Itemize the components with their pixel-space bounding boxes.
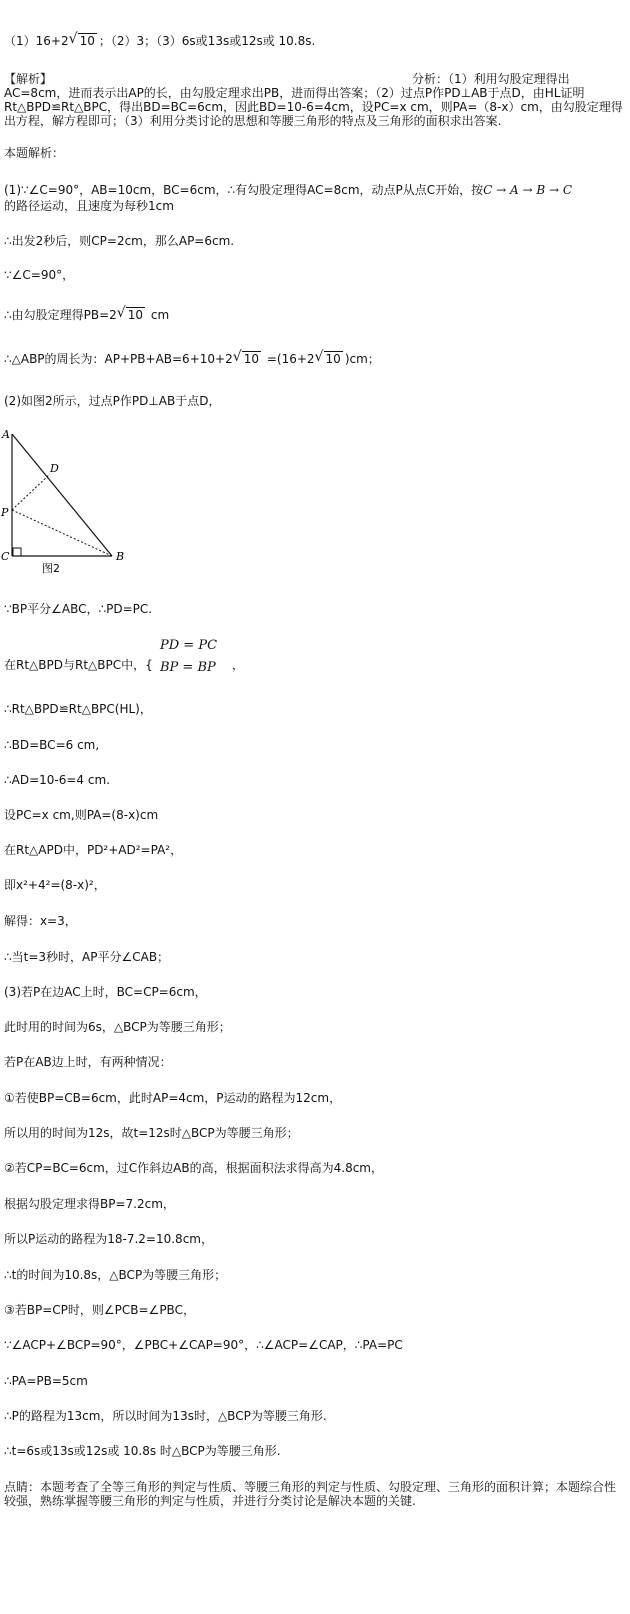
- step-29: ∴P的路程为13cm，所以时间为13s时，△BCP为等腰三角形.: [4, 1409, 327, 1423]
- step-14: 即x²+4²=(8-x)²，: [4, 878, 106, 892]
- step-21: 所以用的时间为12s，故t=12s时△BCP为等腰三角形；: [4, 1126, 299, 1140]
- step-1b: 的路径运动，且速度为每秒1cm: [4, 199, 174, 213]
- label-c: C: [1, 550, 10, 563]
- analysis-label: 分析：（1）利用勾股定理得出: [412, 72, 570, 86]
- segment-pd: [12, 474, 50, 510]
- step-11: ∴AD=10-6=4 cm.: [4, 773, 110, 787]
- step-6: (2)如图2所示，过点P作PD⊥AB于点D，: [4, 394, 221, 408]
- step-4-sqrt: 10: [127, 308, 144, 322]
- analysis-header: 【解析】: [4, 72, 53, 86]
- step-27: ∵∠ACP+∠BCP=90°，∠PBC+∠CAP=90°，∴∠ACP=∠CAP，∴PA=PC: [4, 1338, 403, 1352]
- analysis-text: AC=8cm，进而表示出AP的长，由勾股定理求出PB，进而得出答案；（2）过点P作PD⊥AB于点D，由HL证明Rt△BPD≌Rt△BPC，得出BD=BC=6cm，因此BD=10-6=4cm，设PC=x cm，则PA=（8-x）cm，由勾股定理得出方程，解方程即可；（3）利用分类讨论的思想和等腰三角形的特点及三角形的面积求出答案.: [4, 86, 623, 128]
- step-24: 所以P运动的路程为18-7.2=10.8cm，: [4, 1232, 213, 1246]
- step-28: ∴PA=PB=5cm: [4, 1374, 88, 1388]
- path-notation: C → A → B → C: [483, 183, 573, 197]
- step-22: ②若CP=BC=6cm，过C作斜边AB的高，根据面积法求得高为4.8cm，: [4, 1161, 383, 1175]
- sqrt-symbol: [315, 352, 343, 366]
- step-1a-text: (1)∵∠C=90°，AB=10cm，BC=6cm，∴有勾股定理得AC=8cm，动点P从点C开始，按: [4, 183, 484, 197]
- answer-line: [4, 34, 315, 48]
- step-5-mid: =(16+2: [266, 352, 315, 366]
- answer-part2: ；（2）3；（3）6s或13s或12s或 10.8s.: [98, 34, 316, 48]
- step-5-text: ∴△ABP的周长为：AP+PB+AB=6+10+2: [4, 352, 233, 366]
- sqrt-symbol: [117, 308, 145, 322]
- step-26: ③若BP=CP时，则∠PCB=∠PBC，: [4, 1303, 195, 1317]
- step-2: ∴出发2秒后，则CP=2cm，那么AP=6cm.: [4, 234, 235, 248]
- answer-sqrt-value: 10: [79, 34, 95, 48]
- step-4-unit: cm: [150, 308, 170, 322]
- step-4: [4, 308, 169, 322]
- remark: 点睛：本题考查了全等三角形的判定与性质、等腰三角形的判定与性质、勾股定理、三角形的面积计算；本题综合性较强，熟练掌握等腰三角形的判定与性质，并进行分类讨论是解决本题的关键.: [4, 1480, 617, 1508]
- label-d: D: [50, 462, 59, 475]
- label-p: P: [1, 506, 9, 519]
- step-13: 在Rt△APD中，PD²+AD²=PA²，: [4, 843, 183, 857]
- right-angle-mark: [13, 548, 21, 556]
- step-30: ∴t=6s或13s或12s或 10.8s 时△BCP为等腰三角形.: [4, 1444, 281, 1458]
- step-5-sqrt: 10: [243, 352, 259, 366]
- step-10: ∴BD=BC=6 cm,: [4, 738, 100, 752]
- step-20: ①若使BP=CB=6cm，此时AP=4cm，P运动的路程为12cm，: [4, 1091, 342, 1105]
- figure-caption: 图2: [42, 562, 60, 574]
- step-23: 根据勾股定理求得BP=7.2cm，: [4, 1197, 175, 1211]
- step-18: 此时用的时间为6s，△BCP为等腰三角形；: [4, 1020, 231, 1034]
- sqrt-symbol: [69, 34, 97, 48]
- equation-2: BP = BP: [160, 660, 216, 675]
- step-8-tail: ，: [232, 658, 245, 672]
- step-16: ∴当t=3秒时，AP平分∠CAB；: [4, 950, 170, 964]
- step-5-tail: )cm；: [344, 352, 380, 366]
- figure-2-triangle: [0, 424, 140, 574]
- step-9: ∴Rt△BPD≌Rt△BPC(HL)，: [4, 702, 152, 716]
- step-15: 解得：x=3，: [4, 914, 77, 928]
- step-8-label: 在Rt△BPD与Rt△BPC中，{: [4, 658, 153, 672]
- sqrt-symbol: [233, 352, 261, 366]
- step-1a: [4, 183, 572, 197]
- label-b: B: [116, 550, 125, 563]
- step-3: ∵∠C=90°，: [4, 268, 75, 282]
- step-19: 若P在AB边上时，有两种情况：: [4, 1055, 172, 1069]
- side-ab: [12, 434, 112, 556]
- step-12: 设PC=x cm,则PA=(8-x)cm: [4, 808, 159, 822]
- step-17: (3)若P在边AC上时，BC=CP=6cm，: [4, 985, 207, 999]
- equation-1: PD = PC: [160, 638, 218, 653]
- step-4-text: ∴由勾股定理得PB=2: [4, 308, 117, 322]
- step-7: ∵BP平分∠ABC，∴PD=PC.: [4, 602, 153, 616]
- segment-pb: [12, 510, 112, 556]
- step-25: ∴t的时间为10.8s，△BCP为等腰三角形；: [4, 1268, 227, 1282]
- step-5: [4, 352, 380, 366]
- label-a: A: [2, 428, 10, 441]
- solution-title: 本题解析：: [4, 146, 65, 160]
- step-5-sqrt2: 10: [325, 352, 341, 366]
- answer-part1: （1）16+2: [4, 34, 69, 48]
